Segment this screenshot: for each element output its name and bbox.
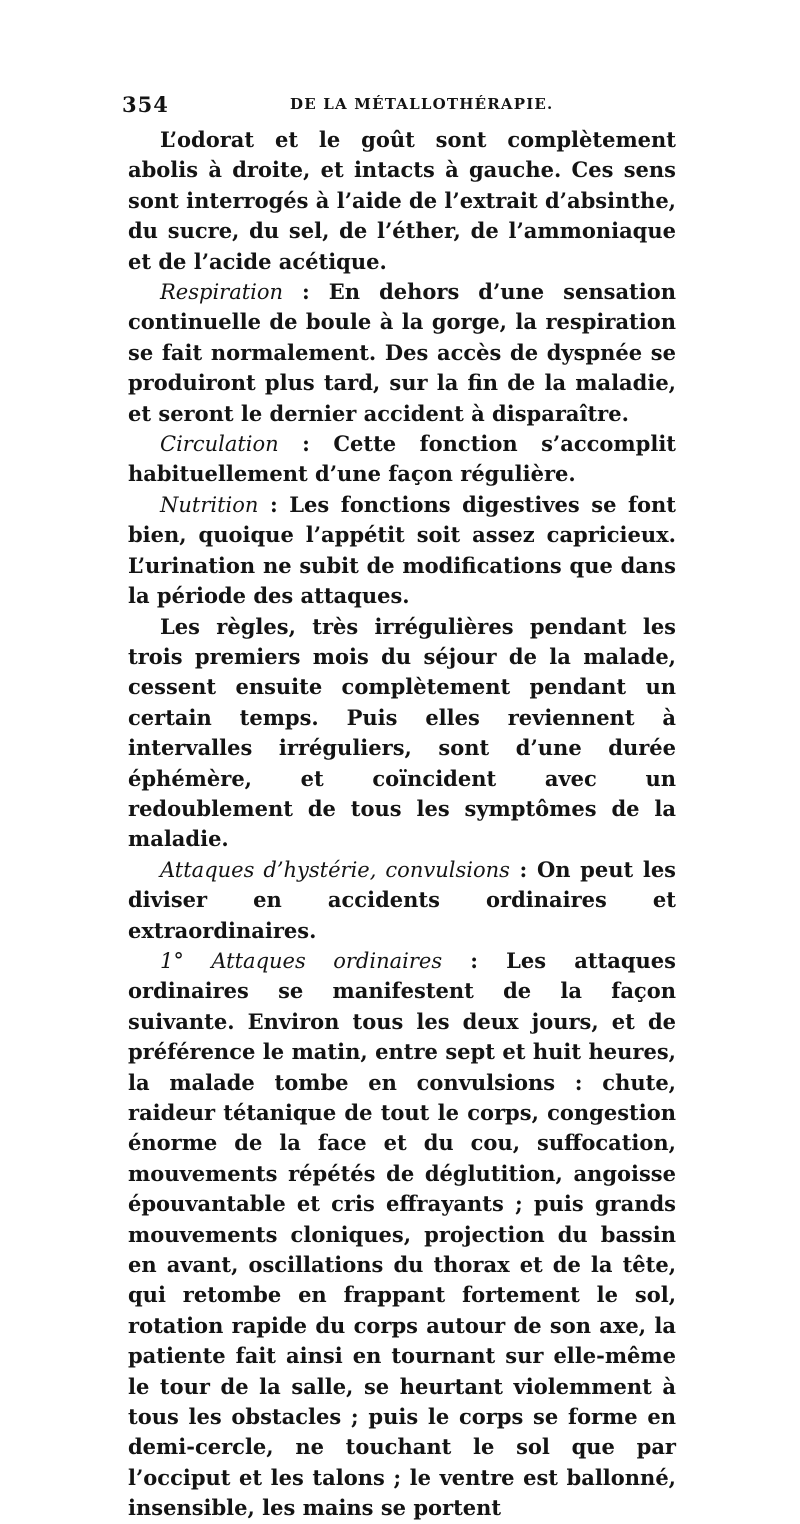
paragraph (128, 490, 676, 612)
paragraph-text: Les règles, très irrégulières pendant les trois premiers mois du séjour de la malade, cessent ensuite complètement pendant un certain temps. Puis elles reviennent à intervalles irréguliers, sont d’une durée éphémère, et coïncident avec un redoublement de tous les symptômes de la maladie. (128, 613, 676, 852)
paragraph (128, 612, 676, 855)
body-text (128, 125, 676, 1524)
paragraph-text: : Les fonctions digestives se font bien, quoique l’appétit soit assez capricieux. L’urination ne subit de modifications que dans la période des attaques. (128, 491, 676, 609)
section-label: Circulation (160, 432, 279, 457)
paragraph (128, 855, 676, 946)
paragraph (128, 946, 676, 1524)
paragraph-text: : Les attaques ordinaires se manifestent de la façon suivante. Environ tous les deux jours, et de préférence le matin, entre sept et huit heures, la malade tombe en convulsions : chute, raideur tétanique de tout le corps, congestion énorme de la face et du cou, suffocation, mouvements répétés de déglutition, angoisse épouvantable et cris effrayants ; puis grands mouvements cloniques, projection du bassin en avant, oscillations du thorax et de la tête, qui retombe en frappant fortement le sol, rotation rapide du corps autour de son axe, la patiente fait ainsi en tournant sur elle-même le tour de la salle, se heurtant violemment à tous les obstacles ; puis le corps se forme en demi-cercle, ne touchant le sol que par l’occiput et les talons ; le ventre est ballonné, insensible, les mains se portent (128, 947, 676, 1521)
page-header (122, 92, 682, 116)
paragraph (128, 125, 676, 277)
section-label: Attaques d’hystérie, convulsions (160, 857, 510, 882)
page-number: 354 (122, 92, 169, 117)
paragraph (128, 429, 676, 490)
section-label: Respiration (160, 280, 284, 305)
paragraph-text: : On peut les diviser en accidents ordinaires et extraordinaires. (128, 856, 676, 943)
running-title: DE LA MÉTALLOTHÉRAPIE. (290, 95, 554, 113)
paragraph-text: L’odorat et le goût sont complètement abolis à droite, et intacts à gauche. Ces sens sont interrogés à l’aide de l’extrait d’absinthe, du sucre, du sel, de l’éther, de l’ammoniaque et de l’acide acétique. (128, 127, 676, 274)
paragraph-text: : Cette fonction s’accomplit habituellement d’une façon régulière. (128, 431, 676, 487)
paragraph-text: : En dehors d’une sensation continuelle de boule à la gorge, la respiration se fait normalement. Des accès de dyspnée se produiront plus tard, sur la fin de la maladie, et seront le dernier accident à disparaître. (128, 279, 676, 426)
paragraph (128, 277, 676, 429)
section-label: 1° Attaques ordinaires (160, 948, 443, 973)
section-label: Nutrition (160, 492, 259, 517)
